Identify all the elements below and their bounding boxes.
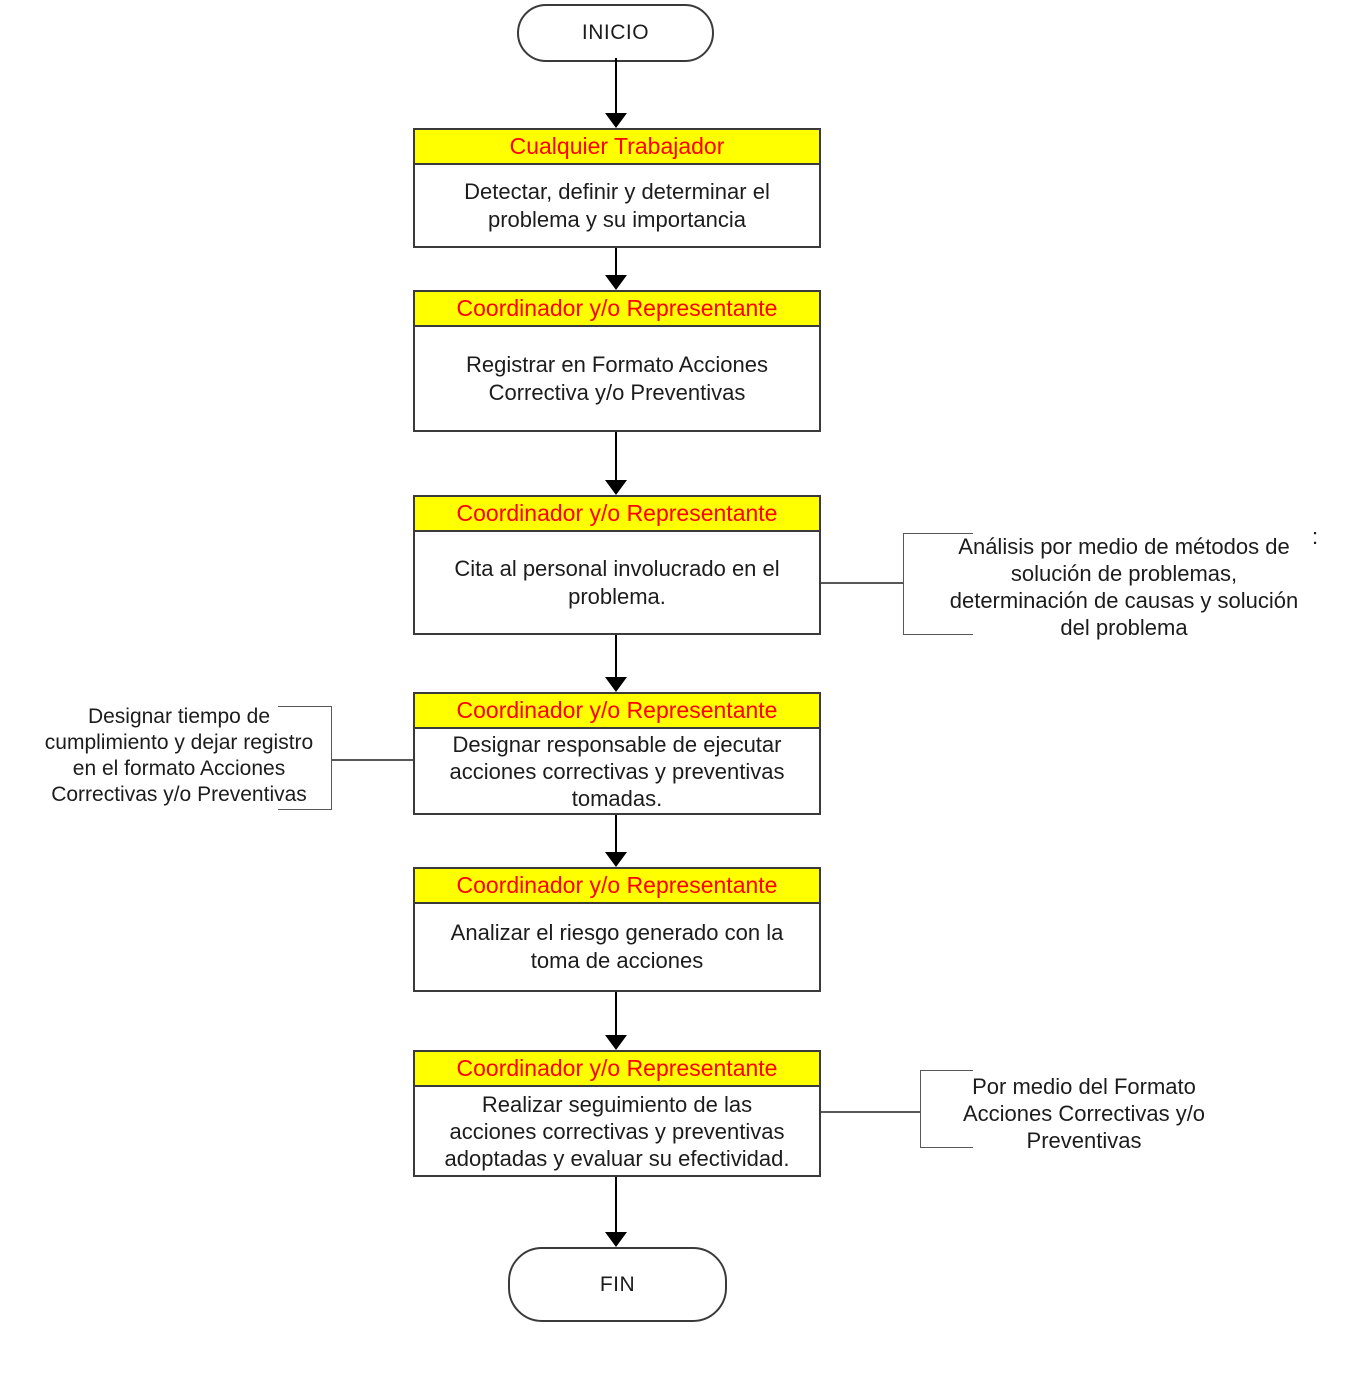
process-step-1 <box>413 128 821 248</box>
annotation3-line: Acciones Correctivas y/o <box>962 1101 1206 1126</box>
step3-description <box>415 532 819 633</box>
step5-role-label: Coordinador y/o Representante <box>456 872 778 898</box>
arrow-head-icon <box>605 852 627 867</box>
flow-arrow-down <box>604 58 628 128</box>
arrow-head-icon <box>605 677 627 692</box>
step2-description <box>415 327 819 430</box>
annotation3-line: Preventivas <box>1026 1128 1142 1153</box>
arrow-shaft <box>615 58 617 116</box>
step1-role-header <box>415 130 819 165</box>
step2-text-line: Registrar en Formato Acciones <box>465 351 769 377</box>
flow-arrow-down <box>604 248 628 290</box>
step6-description <box>415 1087 819 1175</box>
arrow-shaft <box>615 992 617 1038</box>
process-step-4 <box>413 692 821 815</box>
annotation2-line: en el formato Acciones <box>72 757 286 780</box>
flow-arrow-down <box>604 432 628 495</box>
start-terminator <box>517 4 714 62</box>
end-label: FIN <box>599 1272 636 1296</box>
step4-role-label: Coordinador y/o Representante <box>456 697 778 723</box>
step6-text-line: adoptadas y evaluar su efectividad. <box>444 1145 790 1171</box>
step4-role-header <box>415 694 819 729</box>
step5-role-header <box>415 869 819 904</box>
step5-text-line: toma de acciones <box>530 948 704 973</box>
flow-arrow-down <box>604 635 628 692</box>
start-label: INICIO <box>581 21 650 44</box>
process-step-6 <box>413 1050 821 1177</box>
step5-text-line: Analizar el riesgo generado con la <box>450 920 784 945</box>
arrow-head-icon <box>605 1035 627 1050</box>
annotation2-text <box>25 704 333 808</box>
flow-arrow-down <box>604 1177 628 1247</box>
step3-role-header <box>415 497 819 532</box>
step4-description <box>415 729 819 813</box>
annotation3-text <box>928 1073 1240 1154</box>
arrow-head-icon <box>605 1232 627 1247</box>
step2-text-line: Correctiva y/o Preventivas <box>488 379 746 405</box>
arrow-shaft <box>615 815 617 855</box>
step2-role-header <box>415 292 819 327</box>
annotation2-line: cumplimiento y dejar registro <box>44 731 314 754</box>
annotation1-line: del problema <box>1060 615 1188 640</box>
annotation1-connector-line <box>821 582 903 584</box>
flow-arrow-down <box>604 815 628 867</box>
annotation2-connector-line <box>332 759 413 761</box>
step5-description <box>415 904 819 990</box>
arrow-head-icon <box>605 113 627 128</box>
step1-role-label: Cualquier Trabajador <box>509 133 725 159</box>
step1-text-line: problema y su importancia <box>487 206 746 232</box>
annotation1-colon-mark: : <box>1312 524 1319 549</box>
process-step-2 <box>413 290 821 432</box>
annotation3-line: Por medio del Formato <box>972 1074 1196 1099</box>
step1-text-line: Detectar, definir y determinar el <box>464 178 770 204</box>
process-step-3 <box>413 495 821 635</box>
step1-description <box>415 165 819 246</box>
annotation1-line: Análisis por medio de métodos de <box>958 534 1290 559</box>
step3-text-line: Cita al personal involucrado en el <box>454 555 780 581</box>
step4-text-line: acciones correctivas y preventivas <box>449 758 785 784</box>
step2-role-label: Coordinador y/o Representante <box>456 295 778 321</box>
flow-arrow-down <box>604 992 628 1050</box>
step4-text-line: Designar responsable de ejecutar <box>452 731 782 757</box>
arrow-shaft <box>615 432 617 483</box>
arrow-shaft <box>615 248 617 278</box>
step6-text-line: Realizar seguimiento de las <box>481 1091 753 1117</box>
annotation1-text <box>908 533 1340 641</box>
step3-text-line: problema. <box>568 583 666 609</box>
annotation3-connector-line <box>821 1111 920 1113</box>
annotation1-line: solución de problemas, <box>1010 561 1238 586</box>
annotation1-line: determinación de causas y solución <box>949 588 1299 613</box>
annotation2-line: Designar tiempo de <box>87 705 271 728</box>
step6-role-header <box>415 1052 819 1087</box>
step6-role-label: Coordinador y/o Representante <box>456 1055 778 1081</box>
step6-text-line: acciones correctivas y preventivas <box>449 1118 785 1144</box>
step3-role-label: Coordinador y/o Representante <box>456 500 778 526</box>
step4-text-line: tomadas. <box>571 785 663 811</box>
annotation2-line: Correctivas y/o Preventivas <box>51 783 307 806</box>
end-terminator <box>508 1247 727 1322</box>
arrow-shaft <box>615 1177 617 1235</box>
arrow-head-icon <box>605 480 627 495</box>
process-step-5 <box>413 867 821 992</box>
arrow-shaft <box>615 635 617 680</box>
arrow-head-icon <box>605 275 627 290</box>
